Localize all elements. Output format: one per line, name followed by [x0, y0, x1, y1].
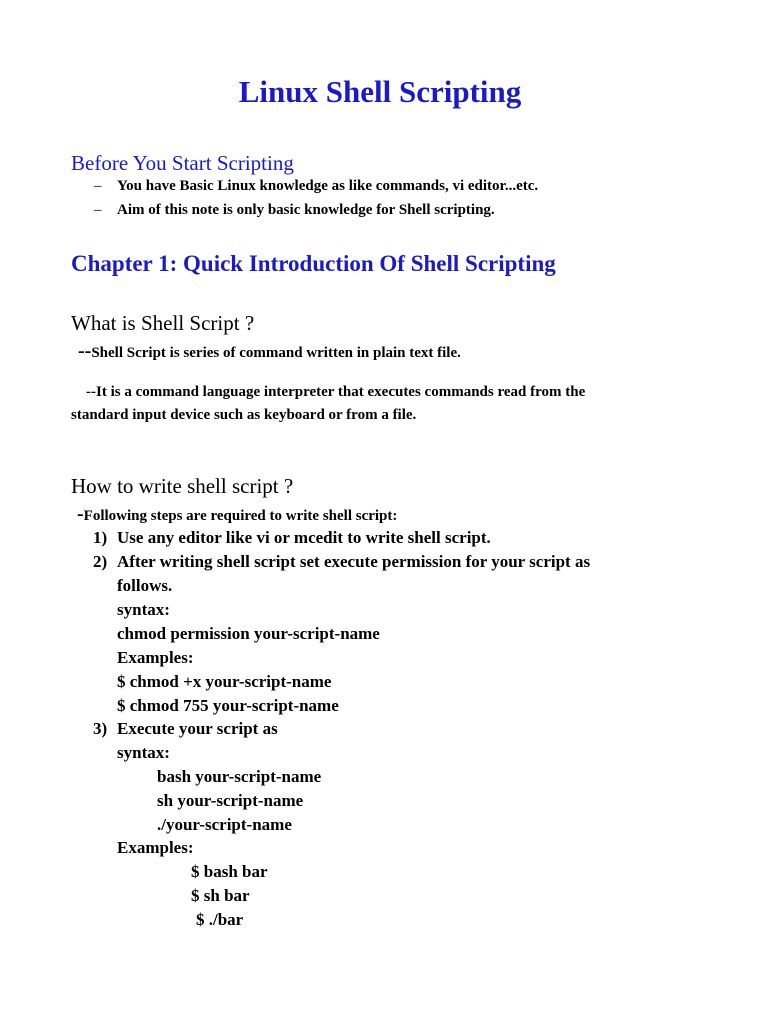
how-intro	[77, 503, 397, 526]
chapter-heading: Chapter 1: Quick Introduction Of Shell Scripting	[71, 251, 556, 276]
step-3-example-2: $ sh bar	[191, 886, 250, 905]
what-para-2-line-2: standard input device such as keyboard or from a file.	[71, 407, 417, 423]
document-title: Linux Shell Scripting	[238, 74, 522, 109]
bullet-dash: –	[94, 202, 102, 218]
what-para-1-prefix: --	[78, 340, 92, 362]
bullet-dash: –	[94, 178, 102, 194]
what-para-1-text: Shell Script is series of command written in plain text file.	[91, 345, 461, 361]
before-heading: Before You Start Scripting	[71, 151, 294, 175]
how-intro-prefix: -	[77, 503, 84, 525]
what-para-2-line-1: --It is a command language interpreter that executes commands read from the	[86, 384, 586, 400]
step-3-examples-label: Examples:	[117, 838, 194, 857]
step-2-example-1: $ chmod +x your-script-name	[117, 672, 332, 691]
what-para-1	[78, 340, 461, 363]
step-2-syntax-label: syntax:	[117, 600, 170, 619]
step-2-line-2: follows.	[117, 576, 173, 595]
step-3-example-1: $ bash bar	[191, 862, 268, 881]
step-3-syntax-2: sh your-script-name	[157, 791, 304, 810]
step-1-number: 1)	[93, 528, 108, 547]
step-2-syntax: chmod permission your-script-name	[117, 624, 380, 643]
step-2-line-1: After writing shell script set execute permission for your script as	[117, 552, 591, 571]
what-heading: What is Shell Script ?	[71, 311, 255, 335]
step-3-syntax-1: bash your-script-name	[157, 767, 322, 786]
step-3-text: Execute your script as	[117, 719, 278, 738]
how-intro-text: Following steps are required to write shell script:	[83, 508, 398, 524]
before-item-2: Aim of this note is only basic knowledge for Shell scripting.	[117, 202, 495, 218]
step-3-example-3: $ ./bar	[196, 910, 244, 929]
step-2-number: 2)	[93, 552, 108, 571]
step-1-text: Use any editor like vi or mcedit to write shell script.	[117, 528, 491, 547]
how-heading: How to write shell script ?	[71, 474, 294, 498]
step-3-number: 3)	[93, 719, 108, 738]
step-3-syntax-3: ./your-script-name	[157, 815, 292, 834]
step-2-examples-label: Examples:	[117, 648, 194, 667]
step-2-example-2: $ chmod 755 your-script-name	[117, 696, 339, 715]
before-item-1: You have Basic Linux knowledge as like commands, vi editor...etc.	[117, 178, 539, 194]
step-3-syntax-label: syntax:	[117, 743, 170, 762]
